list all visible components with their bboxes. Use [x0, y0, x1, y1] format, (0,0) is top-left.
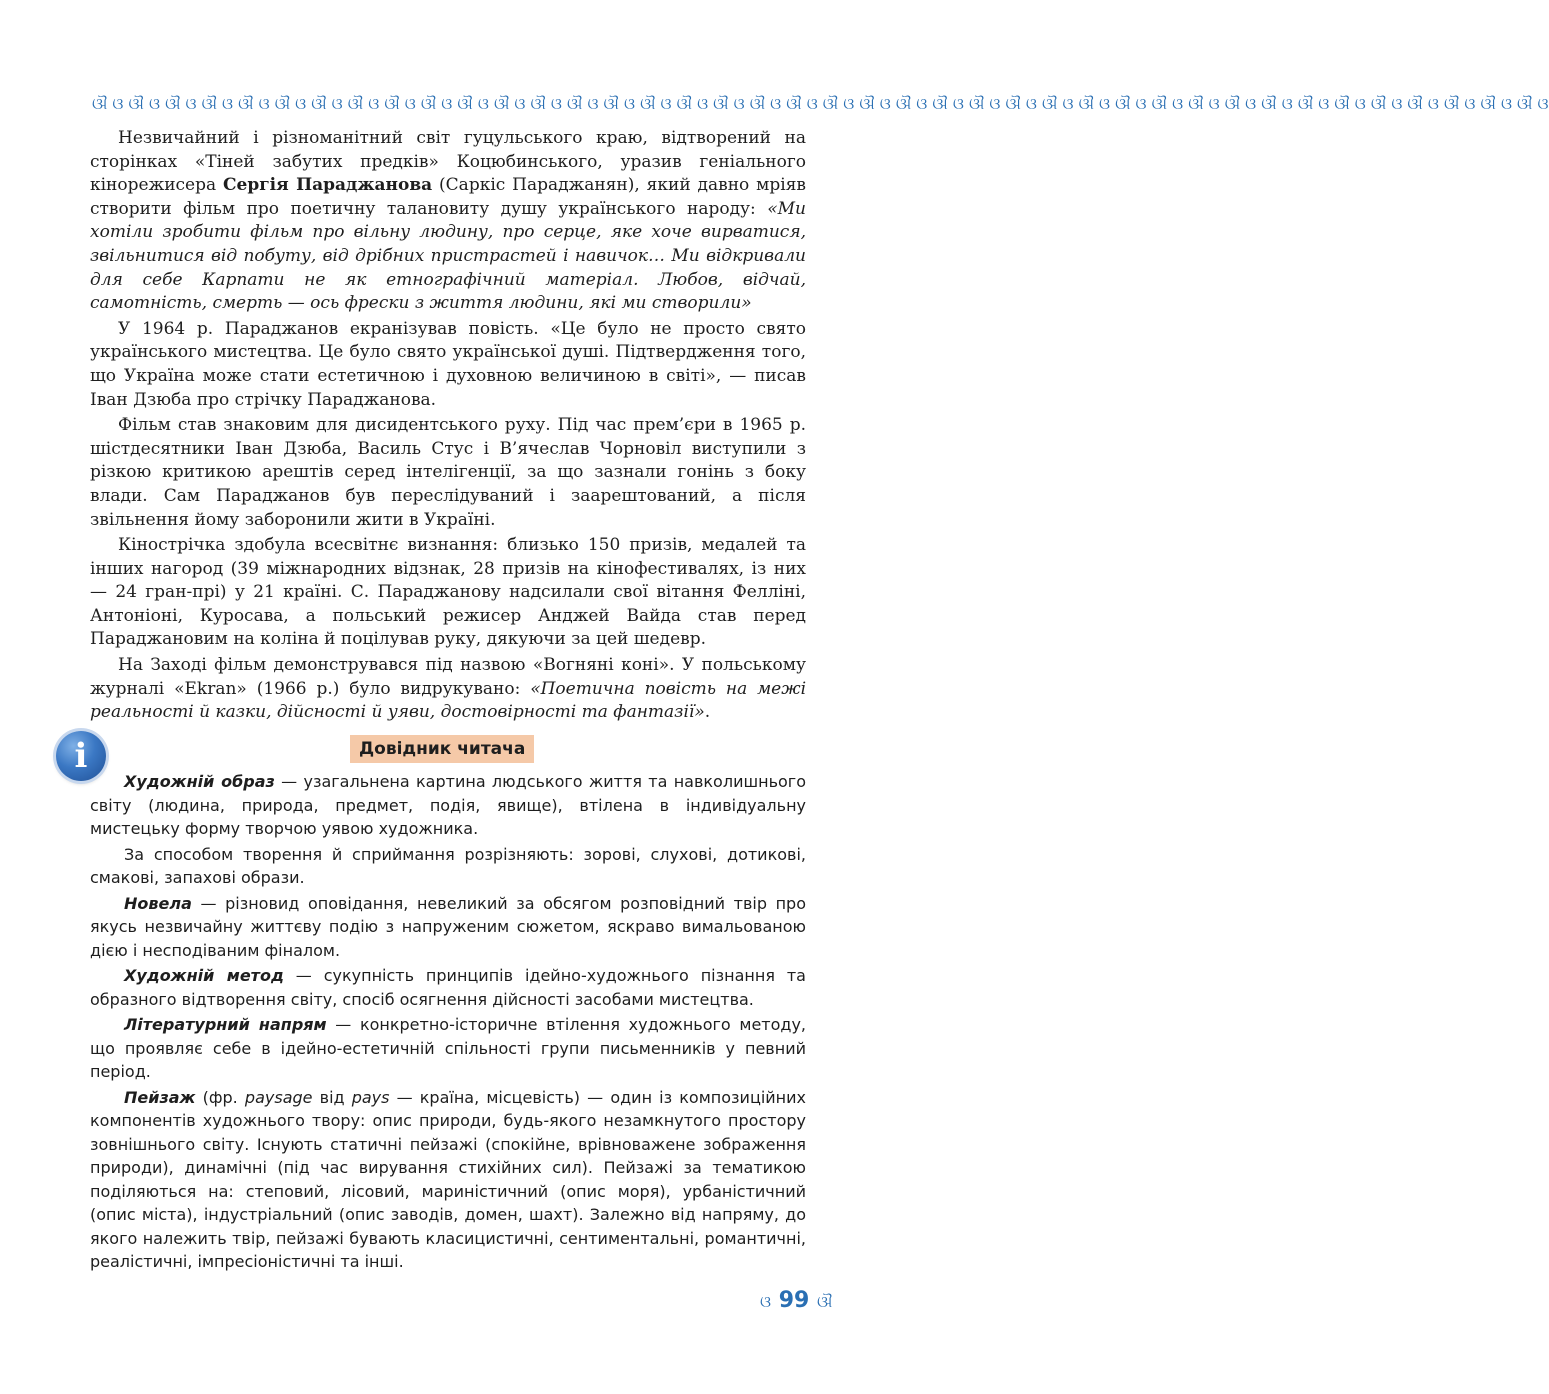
- text-span: (Саркіс Параджанян), який давно мріяв створити фільм про поетичну талановиту душу українського народу:: [90, 175, 806, 219]
- definition: — сукупність принципів ідейно-художнього пізнання та образного відтворення світу, спосіб осягнення дійсності засобами мистецтва.: [90, 966, 806, 1009]
- paragraph-4: Кінострічка здобула всесвітнє визнання: близько 150 призів, медалей та інших нагород (39 міжнародних відзнак, 28 призів на кінофестивалях, із них — 24 гран-прі) у 21 країні. С. Параджанову надсилали свої вітання Фелліні, Антоніоні, Куросава, а польський режисер Анджей Вайда став перед Параджановим на коліна й поцілував руку, дякуючи за цей шедевр.: [90, 535, 806, 650]
- reference-entry: [90, 1086, 806, 1274]
- definition: — конкретно-історичне втілення художнього методу, що проявляє себе в ідейно-естетичній спільності групи письменників у певний період.: [90, 1015, 807, 1081]
- paragraph-1: [90, 127, 806, 316]
- ornament-left-icon: ଓ: [760, 1292, 772, 1311]
- ekran-quote: «Поетична повість на межі реальності й казки, дійсності й уяви, достовірності та фантазії»: [90, 678, 807, 723]
- paragraph-2: У 1964 р. Параджанов екранізував повість. «Це було не просто свято українського мистецтва. Це було свято української душі. Підтвердження того, що Україна може стати естетичною і духовною величиною в світі», — писав Іван Дзюба про стрічку Параджанова.: [90, 318, 806, 410]
- definition: — різновид оповідання, невеликий за обсягом розповідний твір про якусь незвичайну життєву подію з напруженим сюжетом, яскраво вимальованою дією і несподіваним фіналом.: [90, 893, 806, 960]
- director-name: Сергія Параджанова: [223, 175, 433, 196]
- text-span: .: [704, 702, 711, 723]
- definition: (фр.: [195, 1087, 245, 1107]
- top-ornament-border: ଔ ଓ ଔ ଓ ଔ ଓ ଔ ଓ ଔ ଓ ଔ ଓ ଔ ଓ ଔ ଓ ଔ ଓ ଔ ଓ ଔ ଓ ଔ ଓ ଔ ଓ ଔ ଓ ଔ ଓ ଔ ଓ ଔ ଓ ଔ ଓ ଔ ଓ ଔ ଓ ଔ ଓ ଔ ଓ ଔ ଓ ଔ ଓ ଔ ଓ ଔ ଓ ଔ ଓ ଔ ଓ ଔ ଓ ଔ ଓ ଔ ଓ ଔ ଓ ଔ ଓ ଔ ଓ ଔ ଓ ଔ ଓ ଔ ଓ ଔ ଓ ଔ ଓ ଔ ଓ: [92, 94, 1549, 113]
- definition: від: [312, 1087, 352, 1107]
- reference-section: [90, 770, 806, 1276]
- info-icon: i: [56, 731, 106, 781]
- definition: — країна, місцевість) — один із композиційних компонентів художнього твору: опис природи, будь-якого незамкнутого простору зовнішнього світу. Існують статичні пейзажі (спокійне, врівноважене зображення природи), динамічні (під час вирування стихійних сил). Пейзажі за тематикою поділяються на: степовий, лісовий, мариністичний (опис моря), урбаністичний (опис міста), індустріальний (опис заводів, домен, шахт). Залежно від напряму, до якого належить твір, пейзажі бувають класицистичні, сентиментальні, романтичні, реалістичні, імпресіоністичні та інші.: [90, 1087, 807, 1271]
- text-span: Незвичайний і різноманітний світ гуцульського краю, відтворений на сторінках «Тіней забутих предків» Коцюбинського, уразив геніального кінорежисера: [90, 128, 806, 196]
- main-text: [90, 127, 806, 727]
- text-span: На Заході фільм демонструвався під назвою «Вогняні коні». У польському журналі «Ekran» (1966 р.) було видрукувано:: [90, 655, 806, 699]
- paragraph-5: [90, 654, 806, 725]
- definition: — узагальнена картина людського життя та навколишнього світу (людина, природа, предмет, подія, явище), втілена в індивідуальну мистецьку форму творчою уявою художника.: [90, 772, 806, 838]
- reference-entry: [90, 770, 806, 841]
- page-number-block: [760, 1287, 860, 1315]
- reference-entry: [90, 1013, 806, 1084]
- parajanov-quote: «Ми хотіли зробити фільм про вільну людину, про серце, яке хоче вирватися, звільнитися від побуту, від дрібних пристрастей і навичок… Ми відкривали для себе Карпати не як етнографічний матеріал. Любов, відчай, самотність, смерть — ось фрески з життя людини, які ми створили»: [90, 198, 806, 314]
- paragraph-3: Фільм став знаковим для дисидентського руху. Під час прем’єри в 1965 р. шістдесятники Іван Дзюба, Василь Стус і В’ячеслав Чорновіл виступили з різкою критикою арештів серед інтелігенції, за що зазнали гонінь з боку влади. Сам Параджанов був переслідуваний і заарештований, а після звільнення йому заборонили жити в Україні.: [90, 415, 806, 530]
- page-number: 99: [778, 1288, 810, 1313]
- reference-entry: За способом творення й сприймання розрізняють: зорові, слухові, дотикові, смакові, запахові образи.: [90, 844, 806, 887]
- term: Художній образ: [124, 772, 275, 791]
- foreign-word: paysage: [244, 1087, 313, 1107]
- term: Художній метод: [124, 966, 284, 985]
- term: Новела: [124, 893, 192, 913]
- foreign-word: pays: [351, 1087, 390, 1107]
- reference-title: Довідник читача: [350, 735, 534, 763]
- reference-entry: [90, 964, 806, 1011]
- term: Пейзаж: [124, 1087, 196, 1107]
- reference-entry: [90, 892, 806, 963]
- ornament-right-icon: ଔ: [817, 1292, 833, 1311]
- term: Літературний напрям: [124, 1015, 327, 1034]
